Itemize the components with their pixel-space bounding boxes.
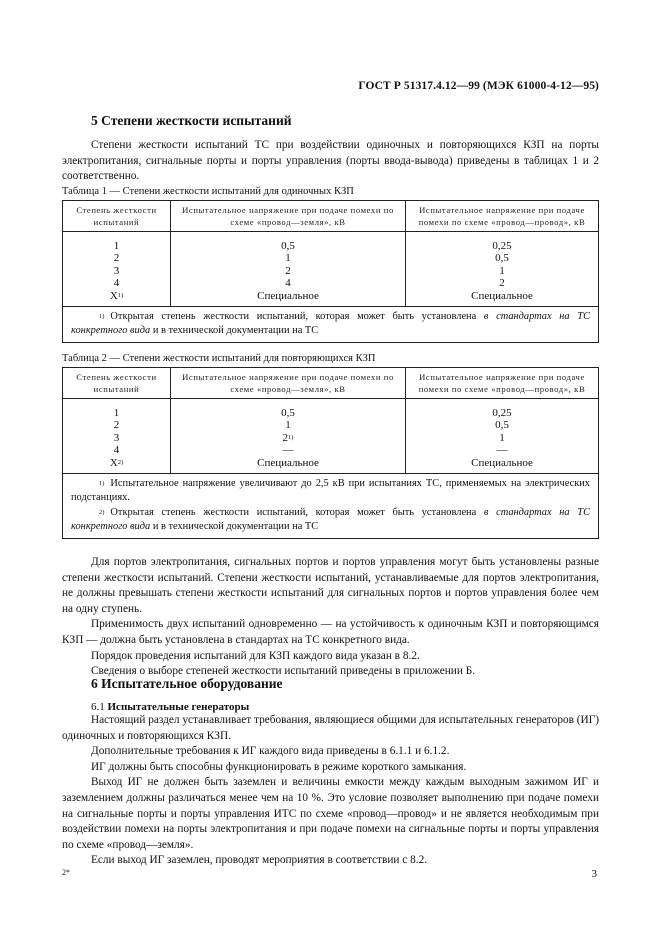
table-2-level: 2	[113, 419, 120, 432]
table-2-value-with-mark	[171, 432, 405, 444]
paragraph	[62, 760, 599, 776]
table-2-level: 3	[113, 431, 120, 444]
signature-mark: 2*	[62, 868, 70, 877]
table-2-footnote-2-mark: 2)	[99, 508, 105, 516]
section-5-intro-text: Степени жесткости испытаний ТС при воздействии одиночных и повторяющихся КЗП на порты электропитания, сигнальные порты и порты управления (порты ввода-вывода) приведены в таблицах 1 и 2 соответственно.	[62, 139, 599, 183]
paragraph-text: Дополнительные требования к ИГ каждого вида приведены в 6.1.1 и 6.1.2.	[91, 745, 450, 758]
paragraph	[62, 555, 599, 617]
subsection-6-1-heading	[91, 701, 249, 713]
table-2-value: 0,5	[495, 419, 509, 432]
table-2-value: 0,25	[492, 407, 512, 419]
table-2-value: 1	[499, 431, 505, 444]
table-2-value: —	[496, 444, 508, 457]
table-2-col2-values	[171, 399, 406, 474]
table-2-caption: Таблица 2 — Степени жесткости испытаний для повторяющихся КЗП	[62, 353, 376, 364]
table-1-footnote-italic: в стандартах на ТС конкретного вида	[71, 310, 590, 337]
paragraph-text: Сведения о выборе степеней жесткости испытаний приведены в приложении Б.	[91, 665, 476, 678]
subsection-number: 6.1	[91, 701, 105, 713]
table-2-header-col3: Испытательное напряжение при подаче помехи по схеме «провод—провод», кВ	[406, 368, 599, 399]
document-header: ГОСТ Р 51317.4.12—99 (МЭК 61000-4-12—95)	[358, 80, 599, 92]
table-2-footnotes	[63, 473, 599, 538]
table-1-value: 0,5	[281, 240, 295, 252]
table-2-footnote-2-italic: в стандартах на ТС конкретного вида	[71, 506, 590, 533]
table-1-value: 1	[499, 264, 505, 277]
paragraph-text: Для портов электропитания, сигнальных портов и портов управления могут быть установлены разные степени жесткости испытаний. Степени жесткости испытаний, устанавливаемые для портов электропитания, не должны превышать степени жесткости испытаний для сигнальных портов и портов управления более чем на одну ступень.	[62, 556, 599, 615]
table-2-footnote-1-mark: 1)	[99, 479, 105, 487]
table-1-values-row	[63, 232, 599, 307]
table-1	[62, 200, 599, 343]
table-1-level: 2	[113, 252, 120, 265]
paragraph	[62, 775, 599, 853]
table-2-level-x	[63, 457, 170, 469]
table-1-note-row	[63, 306, 599, 342]
table-1-value: 2	[285, 264, 291, 277]
table-1-value: 1	[285, 252, 291, 265]
table-1-header-col2: Испытательное напряжение при подаче помехи по схеме «провод—земля», кВ	[171, 201, 406, 232]
table-2-col3-values	[406, 399, 599, 474]
table-2-level: 4	[113, 444, 120, 457]
table-2-value: 1	[285, 419, 291, 432]
paragraph-text: Применимость двух испытаний одновременно — на устойчивость к одиночным КЗП и повторяющимся КЗП — должна быть установлена в стандартах на ТС конкретного вида.	[62, 618, 599, 646]
paragraph-text: ИГ должны быть способны функционировать в режиме короткого замыкания.	[91, 760, 467, 773]
table-1-level: 3	[113, 264, 120, 277]
table-2-header-col1: Степень жесткости испытаний	[63, 368, 171, 399]
table-2-level-x-footnote-mark: 2)	[117, 458, 124, 466]
section-6-paragraphs	[62, 713, 599, 869]
section-5-intro	[62, 138, 599, 185]
table-2-level-x-text: X	[109, 456, 118, 469]
paragraph	[62, 713, 599, 744]
paragraph	[62, 617, 599, 648]
table-2-value-footnote-mark: 1)	[288, 433, 294, 441]
paragraph-text: Порядок проведения испытаний для КЗП каждого вида указан в 8.2.	[91, 649, 420, 662]
table-2-note-row	[63, 473, 599, 538]
table-1-level: 4	[113, 277, 120, 290]
table-1-value: Специальное	[257, 289, 319, 302]
table-1-header-col3: Испытательное напряжение при подаче помехи по схеме «провод—провод», кВ	[406, 201, 599, 232]
table-1-footnote-text: Открытая степень жесткости испытаний, которая может быть установлена	[110, 310, 477, 322]
table-1-level-x	[63, 290, 170, 302]
table-2-footnote-1	[71, 477, 590, 506]
paragraph	[62, 649, 599, 665]
table-2-col1-values	[63, 399, 171, 474]
paragraph-text: Настоящий раздел устанавливает требования, являющиеся общими для испытательных генераторов (ИГ) одиночных и повторяющихся КЗП.	[62, 714, 599, 742]
table-2-footnote-1-text: Испытательное напряжение увеличивают до 2,5 кВ при испытаниях ТС, применяемых на электрических подстанциях.	[71, 477, 590, 504]
table-2-value-text: 2	[282, 431, 289, 444]
table-2-value: 0,5	[281, 407, 295, 419]
table-1-value: 0,5	[495, 252, 509, 265]
table-1-header-row	[63, 201, 599, 232]
table-2-footnote-2-end: и в технической документации на ТС	[152, 521, 319, 533]
paragraph-text: Если выход ИГ заземлен, проводят мероприятия в соответствии с 8.2.	[91, 854, 428, 867]
table-1-col3-values	[406, 232, 599, 307]
table-1-header-col1: Степень жесткости испытаний	[63, 201, 171, 232]
section-6-title: 6 Испытательное оборудование	[91, 676, 283, 691]
table-1-value: 0,25	[492, 240, 512, 252]
table-1-caption: Таблица 1 — Степени жесткости испытаний для одиночных КЗП	[62, 186, 354, 197]
table-2-values-row	[63, 399, 599, 474]
table-2-footnote-2	[71, 506, 590, 535]
table-1-value: Специальное	[471, 289, 533, 302]
table-1-level-x-footnote-mark: 1)	[117, 291, 124, 299]
table-1-footnote-end: и в технической документации на ТС	[152, 325, 319, 337]
paragraph	[62, 853, 599, 869]
subsection-title: Испытательные генераторы	[107, 701, 250, 713]
table-1-footnote	[63, 306, 599, 342]
table-2-value: Специальное	[471, 456, 533, 469]
table-2-value: —	[282, 444, 294, 457]
table-1-col2-values	[171, 232, 406, 307]
page-number: 3	[591, 868, 597, 880]
table-2-value: Специальное	[257, 456, 319, 469]
paragraph	[62, 744, 599, 760]
table-2-header-col2: Испытательное напряжение при подаче помехи по схеме «провод—земля», кВ	[171, 368, 406, 399]
table-2-footnote-2-text: Открытая степень жесткости испытаний, которая может быть установлена	[110, 506, 477, 518]
table-2	[62, 367, 599, 539]
table-1-level-x-text: X	[109, 289, 118, 302]
table-2-header-row	[63, 368, 599, 399]
table-2-level: 1	[113, 407, 120, 419]
table-1-value: 4	[285, 277, 291, 290]
paragraph-text: Выход ИГ не должен быть заземлен и величины емкости между каждым выходным зажимом ИГ и заземлением должны различаться менее чем на 10 %. Это условие позволяет выполнению при подаче помехи на сигнальные порты и порты управления ИТС по схеме «провод—провод» и не является необходимым при воздействии помехи на порты электропитания и при подаче помехи на сигнальные порты и порты управления по схеме «провод—земля».	[62, 776, 599, 851]
table-1-level: 1	[113, 240, 120, 252]
section-5-paragraphs	[62, 555, 599, 680]
section-5-title: 5 Степени жесткости испытаний	[91, 113, 292, 128]
table-1-value: 2	[499, 277, 505, 290]
table-1-col1-values	[63, 232, 171, 307]
table-1-footnote-mark: 1)	[99, 312, 105, 320]
